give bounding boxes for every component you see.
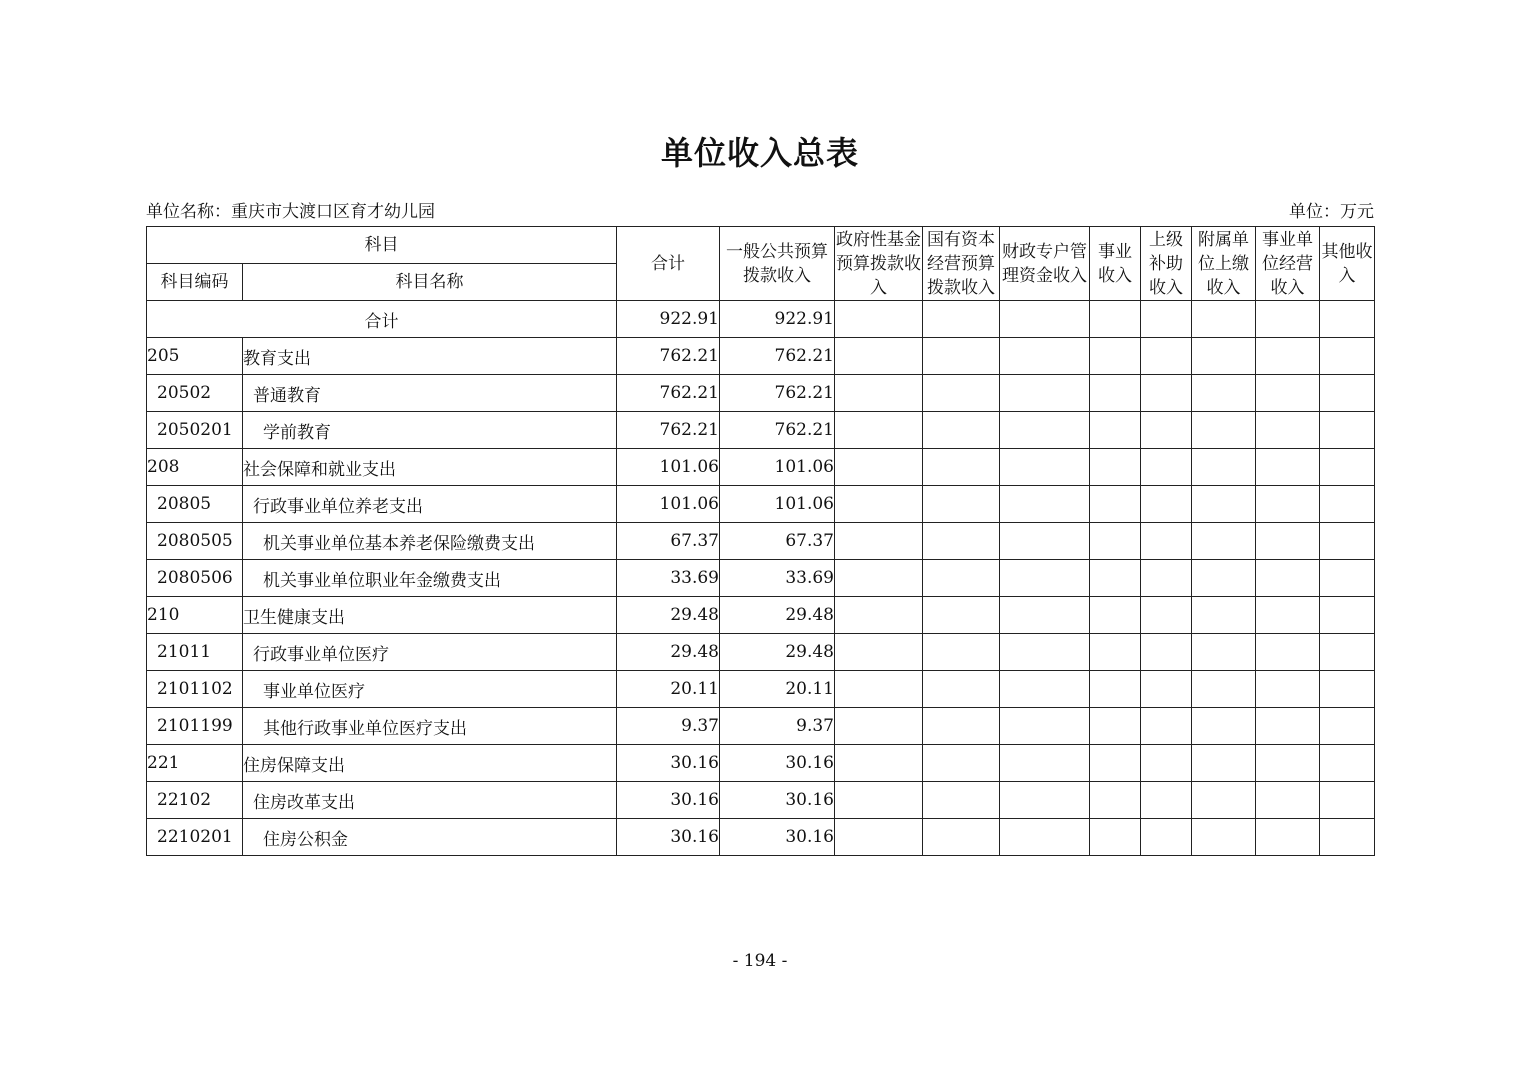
empty-cell	[835, 671, 923, 708]
table-row	[147, 338, 1375, 375]
empty-cell	[1090, 671, 1141, 708]
empty-cell	[1000, 449, 1090, 486]
header-gov-fund: 政府性基金预算拨款收入	[835, 227, 923, 301]
empty-cell	[923, 597, 1000, 634]
empty-cell	[1000, 338, 1090, 375]
total-cell: 101.06	[617, 449, 720, 486]
empty-cell	[1256, 708, 1320, 745]
total-cell: 67.37	[617, 523, 720, 560]
empty-cell	[1141, 671, 1192, 708]
subject-code-cell: 208	[147, 449, 243, 486]
subject-name-cell: 普通教育	[243, 375, 617, 412]
total-cell: 30.16	[617, 745, 720, 782]
header-superior-subsidy: 上级补助收入	[1141, 227, 1192, 301]
total-cell: 762.21	[617, 412, 720, 449]
table-row	[147, 597, 1375, 634]
subject-name-cell: 住房保障支出	[243, 745, 617, 782]
total-row	[147, 301, 1375, 338]
table-row	[147, 819, 1375, 856]
empty-cell	[923, 338, 1000, 375]
empty-cell	[835, 745, 923, 782]
subject-code-cell: 22102	[147, 782, 243, 819]
empty-cell	[1256, 523, 1320, 560]
subject-name-cell: 住房改革支出	[243, 782, 617, 819]
empty-cell	[1256, 745, 1320, 782]
empty-cell	[1256, 782, 1320, 819]
empty-cell	[1000, 708, 1090, 745]
empty-cell	[1320, 708, 1375, 745]
empty-cell	[1320, 671, 1375, 708]
empty-cell	[1090, 782, 1141, 819]
header-affiliated-payment: 附属单位上缴收入	[1192, 227, 1256, 301]
header-row-1	[147, 227, 1375, 264]
table-row	[147, 486, 1375, 523]
empty-cell	[1000, 486, 1090, 523]
empty-cell	[1000, 412, 1090, 449]
empty-cell	[1256, 375, 1320, 412]
empty-cell	[1090, 338, 1141, 375]
empty-cell	[1141, 412, 1192, 449]
table-row	[147, 708, 1375, 745]
empty-cell	[1141, 708, 1192, 745]
subject-name-cell: 事业单位医疗	[243, 671, 617, 708]
empty-cell	[1192, 819, 1256, 856]
empty-cell	[1090, 523, 1141, 560]
total-cell: 762.21	[617, 375, 720, 412]
empty-cell	[1000, 782, 1090, 819]
empty-cell	[1320, 449, 1375, 486]
subject-name-cell: 社会保障和就业支出	[243, 449, 617, 486]
general-budget-cell: 9.37	[720, 708, 835, 745]
empty-cell	[1192, 449, 1256, 486]
empty-cell	[1090, 597, 1141, 634]
empty-cell	[1141, 597, 1192, 634]
empty-cell	[1192, 634, 1256, 671]
empty-cell	[1256, 301, 1320, 338]
empty-cell	[1141, 560, 1192, 597]
table-row	[147, 671, 1375, 708]
general-budget-cell: 30.16	[720, 819, 835, 856]
empty-cell	[1320, 819, 1375, 856]
table-row	[147, 634, 1375, 671]
header-general-budget: 一般公共预算拨款收入	[720, 227, 835, 301]
empty-cell	[923, 671, 1000, 708]
empty-cell	[1000, 375, 1090, 412]
empty-cell	[1192, 597, 1256, 634]
empty-cell	[1141, 375, 1192, 412]
empty-cell	[923, 708, 1000, 745]
empty-cell	[923, 375, 1000, 412]
empty-cell	[1320, 523, 1375, 560]
empty-cell	[1000, 671, 1090, 708]
empty-cell	[1090, 486, 1141, 523]
empty-cell	[1320, 338, 1375, 375]
total-cell: 30.16	[617, 819, 720, 856]
empty-cell	[1141, 338, 1192, 375]
empty-cell	[1141, 301, 1192, 338]
table-row	[147, 523, 1375, 560]
empty-cell	[923, 523, 1000, 560]
empty-cell	[835, 560, 923, 597]
subject-name-cell: 其他行政事业单位医疗支出	[243, 708, 617, 745]
empty-cell	[923, 819, 1000, 856]
empty-cell	[1320, 486, 1375, 523]
total-cell: 20.11	[617, 671, 720, 708]
empty-cell	[1320, 597, 1375, 634]
empty-cell	[923, 486, 1000, 523]
subject-name-cell: 机关事业单位职业年金缴费支出	[243, 560, 617, 597]
total-cell: 29.48	[617, 597, 720, 634]
general-budget-cell: 67.37	[720, 523, 835, 560]
empty-cell	[1090, 449, 1141, 486]
empty-cell	[1256, 597, 1320, 634]
empty-cell	[1000, 745, 1090, 782]
subject-code-cell: 2101199	[147, 708, 243, 745]
empty-cell	[835, 523, 923, 560]
empty-cell	[923, 449, 1000, 486]
subject-name-cell: 行政事业单位养老支出	[243, 486, 617, 523]
total-row-general-budget: 922.91	[720, 301, 835, 338]
subject-code-cell: 2050201	[147, 412, 243, 449]
empty-cell	[1141, 486, 1192, 523]
header-subject-name: 科目名称	[243, 264, 617, 301]
empty-cell	[1000, 819, 1090, 856]
header-total: 合计	[617, 227, 720, 301]
general-budget-cell: 33.69	[720, 560, 835, 597]
empty-cell	[1000, 301, 1090, 338]
empty-cell	[835, 782, 923, 819]
table-row	[147, 560, 1375, 597]
empty-cell	[1090, 301, 1141, 338]
empty-cell	[1192, 301, 1256, 338]
subject-code-cell: 205	[147, 338, 243, 375]
total-cell: 29.48	[617, 634, 720, 671]
empty-cell	[1090, 708, 1141, 745]
general-budget-cell: 20.11	[720, 671, 835, 708]
empty-cell	[1000, 634, 1090, 671]
empty-cell	[835, 597, 923, 634]
subject-name-cell: 卫生健康支出	[243, 597, 617, 634]
general-budget-cell: 762.21	[720, 338, 835, 375]
empty-cell	[1090, 634, 1141, 671]
subject-code-cell: 20502	[147, 375, 243, 412]
empty-cell	[1192, 375, 1256, 412]
header-subject-code: 科目编码	[147, 264, 243, 301]
header-business: 事业收入	[1090, 227, 1141, 301]
empty-cell	[1192, 671, 1256, 708]
header-fiscal-special: 财政专户管理资金收入	[1000, 227, 1090, 301]
general-budget-cell: 101.06	[720, 449, 835, 486]
general-budget-cell: 30.16	[720, 782, 835, 819]
empty-cell	[1256, 338, 1320, 375]
subject-name-cell: 住房公积金	[243, 819, 617, 856]
table-row	[147, 375, 1375, 412]
empty-cell	[1090, 375, 1141, 412]
subject-code-cell: 2080506	[147, 560, 243, 597]
empty-cell	[923, 301, 1000, 338]
empty-cell	[1320, 782, 1375, 819]
empty-cell	[1141, 634, 1192, 671]
empty-cell	[835, 486, 923, 523]
income-summary-table	[146, 226, 1375, 856]
empty-cell	[1256, 634, 1320, 671]
subject-name-cell: 学前教育	[243, 412, 617, 449]
subject-code-cell: 221	[147, 745, 243, 782]
empty-cell	[1256, 449, 1320, 486]
empty-cell	[1090, 412, 1141, 449]
empty-cell	[1141, 523, 1192, 560]
empty-cell	[1000, 597, 1090, 634]
subject-code-cell: 2080505	[147, 523, 243, 560]
empty-cell	[835, 375, 923, 412]
empty-cell	[1141, 782, 1192, 819]
empty-cell	[835, 412, 923, 449]
table-row	[147, 745, 1375, 782]
empty-cell	[923, 412, 1000, 449]
header-business-operation: 事业单位经营收入	[1256, 227, 1320, 301]
empty-cell	[1090, 560, 1141, 597]
empty-cell	[1320, 634, 1375, 671]
empty-cell	[1320, 412, 1375, 449]
empty-cell	[835, 708, 923, 745]
empty-cell	[923, 560, 1000, 597]
subject-code-cell: 2210201	[147, 819, 243, 856]
table-row	[147, 782, 1375, 819]
empty-cell	[1320, 375, 1375, 412]
empty-cell	[1192, 523, 1256, 560]
subject-code-cell: 20805	[147, 486, 243, 523]
empty-cell	[1192, 782, 1256, 819]
empty-cell	[1000, 560, 1090, 597]
header-subject: 科目	[147, 227, 617, 264]
general-budget-cell: 30.16	[720, 745, 835, 782]
empty-cell	[923, 634, 1000, 671]
empty-cell	[1256, 671, 1320, 708]
total-row-total: 922.91	[617, 301, 720, 338]
empty-cell	[835, 449, 923, 486]
empty-cell	[1192, 708, 1256, 745]
general-budget-cell: 29.48	[720, 597, 835, 634]
subject-code-cell: 210	[147, 597, 243, 634]
empty-cell	[1192, 338, 1256, 375]
subject-code-cell: 2101102	[147, 671, 243, 708]
total-cell: 30.16	[617, 782, 720, 819]
empty-cell	[1141, 745, 1192, 782]
page-title: 单位收入总表	[660, 134, 859, 172]
empty-cell	[835, 338, 923, 375]
empty-cell	[1000, 523, 1090, 560]
empty-cell	[1320, 301, 1375, 338]
total-cell: 101.06	[617, 486, 720, 523]
general-budget-cell: 762.21	[720, 412, 835, 449]
empty-cell	[1320, 745, 1375, 782]
general-budget-cell: 29.48	[720, 634, 835, 671]
empty-cell	[923, 782, 1000, 819]
empty-cell	[1192, 486, 1256, 523]
currency-unit-label: 单位：万元	[1289, 202, 1374, 222]
page-number: - 194 -	[732, 951, 788, 971]
empty-cell	[1320, 560, 1375, 597]
total-cell: 762.21	[617, 338, 720, 375]
subject-code-cell: 21011	[147, 634, 243, 671]
empty-cell	[1192, 560, 1256, 597]
subject-name-cell: 教育支出	[243, 338, 617, 375]
table-row	[147, 449, 1375, 486]
general-budget-cell: 762.21	[720, 375, 835, 412]
header-other: 其他收入	[1320, 227, 1375, 301]
table-row	[147, 412, 1375, 449]
general-budget-cell: 101.06	[720, 486, 835, 523]
empty-cell	[1192, 412, 1256, 449]
empty-cell	[1256, 819, 1320, 856]
empty-cell	[1256, 412, 1320, 449]
total-row-label: 合计	[147, 301, 617, 338]
empty-cell	[835, 301, 923, 338]
subject-name-cell: 机关事业单位基本养老保险缴费支出	[243, 523, 617, 560]
unit-name-label: 单位名称：重庆市大渡口区育才幼儿园	[146, 202, 435, 222]
total-cell: 33.69	[617, 560, 720, 597]
empty-cell	[835, 819, 923, 856]
header-state-capital: 国有资本经营预算拨款收入	[923, 227, 1000, 301]
empty-cell	[1141, 449, 1192, 486]
empty-cell	[1141, 819, 1192, 856]
subject-name-cell: 行政事业单位医疗	[243, 634, 617, 671]
empty-cell	[1256, 486, 1320, 523]
empty-cell	[835, 634, 923, 671]
empty-cell	[1192, 745, 1256, 782]
empty-cell	[1256, 560, 1320, 597]
empty-cell	[923, 745, 1000, 782]
empty-cell	[1090, 819, 1141, 856]
empty-cell	[1090, 745, 1141, 782]
total-cell: 9.37	[617, 708, 720, 745]
